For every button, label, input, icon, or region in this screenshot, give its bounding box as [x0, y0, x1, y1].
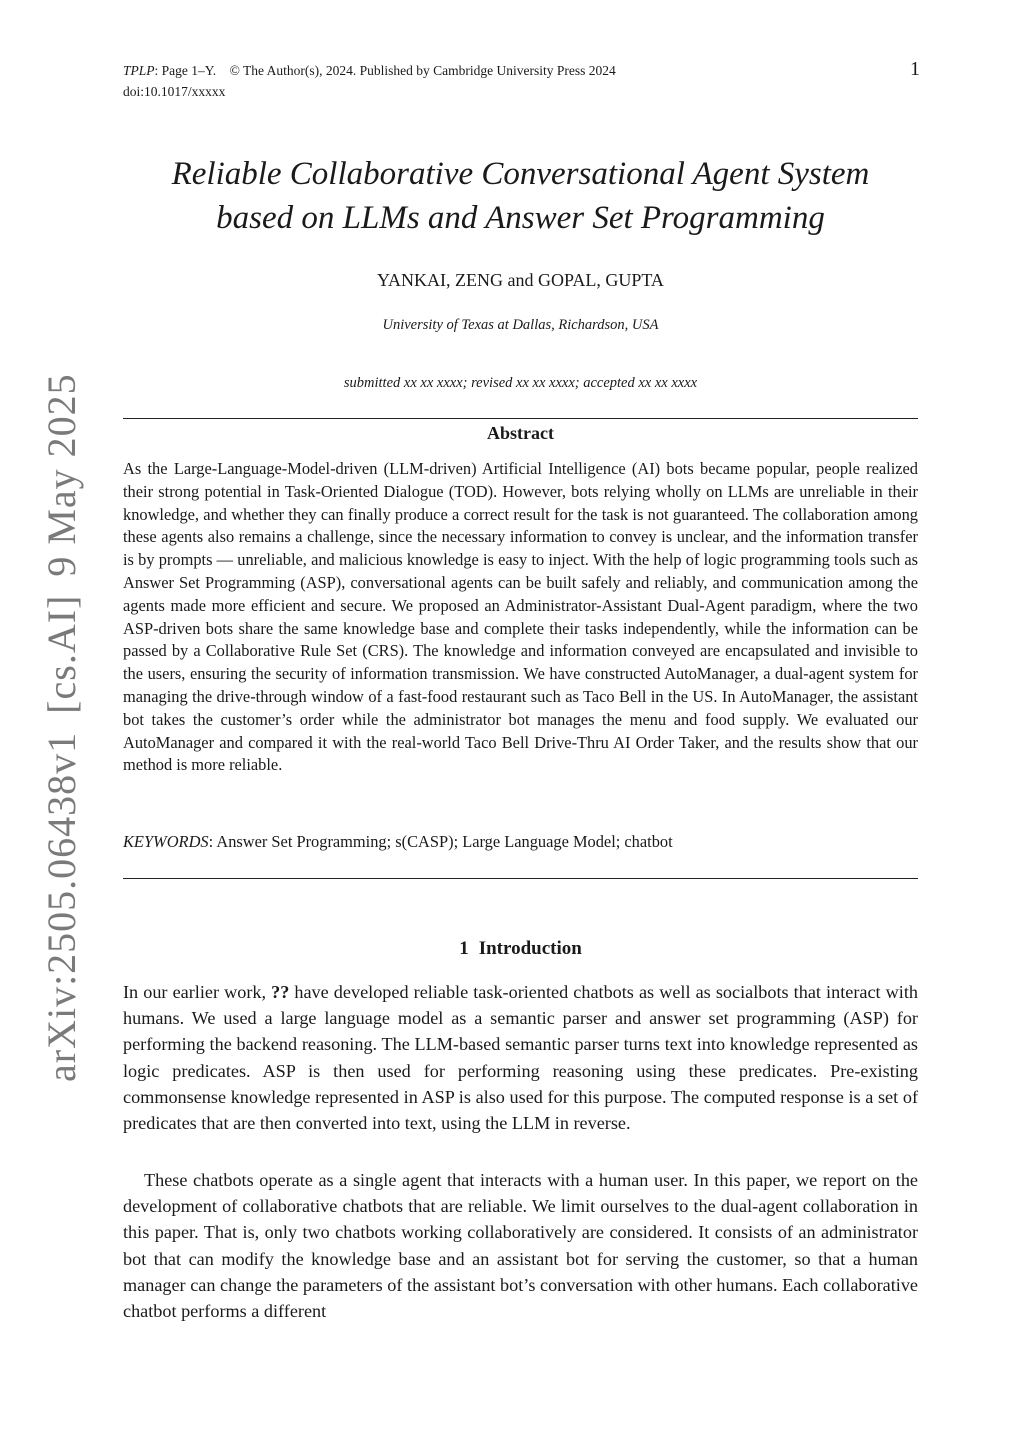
abstract-top-rule [123, 418, 918, 419]
title-line-2: based on LLMs and Answer Set Programming [216, 200, 825, 236]
copyright-notice: © The Author(s), 2024. Published by Cambridge University Press 2024 [229, 63, 616, 78]
keywords-values: : Answer Set Programming; s(CASP); Large Language Model; chatbot [208, 832, 673, 851]
abstract-bottom-rule [123, 878, 918, 879]
section-heading [123, 938, 918, 960]
p1-start: In our earlier work, [123, 982, 272, 1002]
doi: doi:10.1017/xxxxx [123, 84, 226, 99]
intro-paragraph-2: These chatbots operate as a single agent that interacts with a human user. In this paper, we report on the development of collaborative chatbots that are reliable. We limit ourselves to the dual-agent collaboration in this paper. That is, only two chatbots working collaboratively are considered. It consists of an administrator bot that can modify the knowledge base and an assistant bot for serving the customer, so that a human manager can change the parameters of the assistant bot’s conversation with other humans. Each collaborative chatbot performs a different [123, 1170, 918, 1322]
intro-paragraph-1 [123, 979, 918, 1136]
p1-rest: have developed reliable task-oriented chatbots as well as socialbots that interact with humans. We used a large language model as a semantic parser and answer set programming (ASP) for performing the backend reasoning. The LLM-based semantic parser turns text into knowledge represented as logic predicates. ASP is then used for performing reasoning using these predicates. Pre-existing commonsense knowledge represented in ASP is also used for this purpose. The computed response is a set of predicates that are then converted into text, using the LLM in reverse. [123, 982, 918, 1134]
arxiv-date: 9 May 2025 [39, 373, 84, 577]
affiliation: University of Texas at Dallas, Richardson, USA [382, 317, 659, 333]
citation-ref: ?? [271, 982, 290, 1002]
section-number: 1 [459, 938, 469, 959]
arxiv-stamp [38, 355, 85, 1082]
section-title: Introduction [478, 938, 582, 959]
arxiv-id: arXiv:2505.06438v1 [39, 731, 84, 1082]
abstract-heading: Abstract [487, 423, 554, 443]
abstract-text: As the Large-Language-Model-driven (LLM-driven) Artificial Intelligence (AI) bots became popular, people realized their strong potential in Task-Oriented Dialogue (TOD). However, bots relying wholly on LLMs are unreliable in their knowledge, and whether they can finally produce a correct result for the task is not guaranteed. The collaboration among these agents also remains a challenge, since the necessary information to convey is unclear, and the information transfer is by prompts — unreliable, and malicious knowledge is easy to inject. With the help of logic programming tools such as Answer Set Programming (ASP), conversational agents can be built safely and reliably, and communication among the agents made more efficient and secure. We proposed an Administrator-Assistant Dual-Agent paradigm, where the two ASP-driven bots share the same knowledge base and complete their tasks independently, while the information can be passed by a Collaborative Rule Set (CRS). The knowledge and information conveyed are encapsulated and invisible to the users, ensuring the security of information transmission. We have constructed AutoManager, a dual-agent system for managing the drive-through window of a fast-food restaurant such as Taco Bell in the US. In AutoManager, the assistant bot takes the customer’s order while the administrator bot manages the menu and food supply. We evaluated our AutoManager and compared it with the real-world Taco Bell Drive-Thru AI Order Taker, and the results show that our method is more reliable. [123, 459, 918, 775]
submission-dates: submitted xx xx xxxx; revised xx xx xxxx; accepted xx xx xxxx [343, 375, 698, 391]
page-number: 1 [910, 58, 920, 80]
paper-title [123, 152, 918, 240]
journal-name: TPLP [123, 63, 155, 78]
page-range: : Page 1–Y. [154, 63, 217, 78]
title-line-1: Reliable Collaborative Conversational Agent System [171, 156, 870, 192]
authors: YANKAI, ZENG and GOPAL, GUPTA [377, 270, 664, 290]
keywords [123, 832, 918, 852]
keywords-label: KEYWORDS [123, 832, 209, 851]
arxiv-category: [cs.AI] [39, 594, 84, 714]
running-header [123, 61, 616, 81]
